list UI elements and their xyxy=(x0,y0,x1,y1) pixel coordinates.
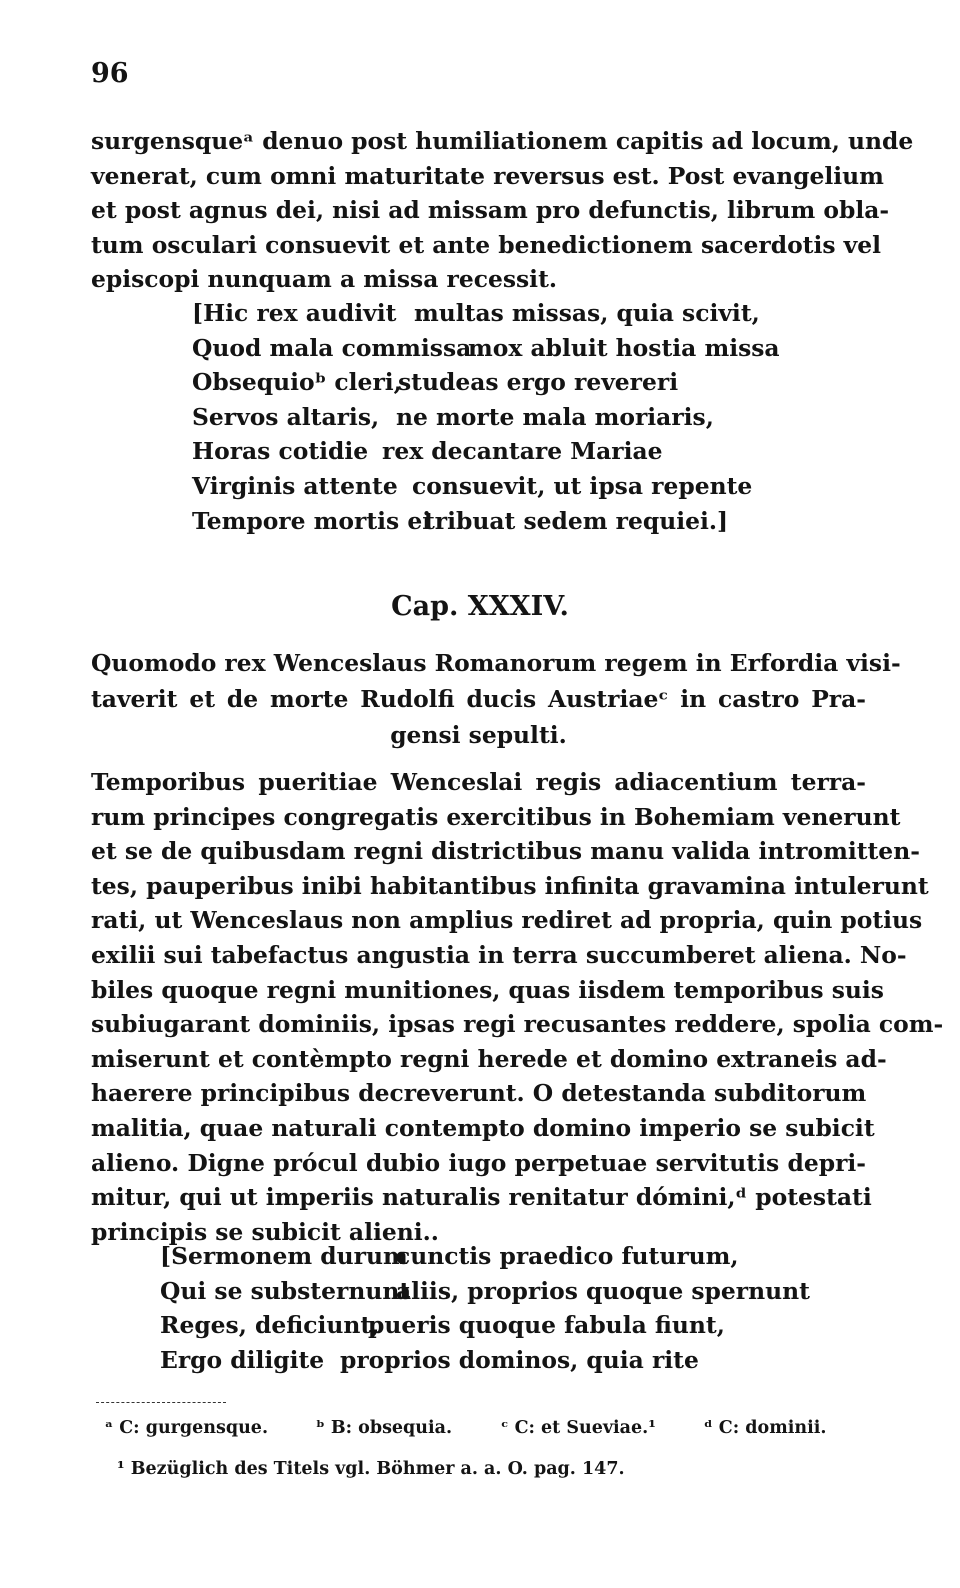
verse-second-half: multas missas, quia scivit, xyxy=(414,299,760,327)
footnote-divider xyxy=(96,1402,226,1403)
text-line: rum principes congregatis exercitibus in Bohemiam venerunt xyxy=(91,802,901,831)
verse-first-half: Reges, deficiunt, xyxy=(160,1311,380,1340)
chapter-title xyxy=(91,645,901,753)
paragraph-main xyxy=(91,765,944,1249)
footnote-d: ᵈ C: dominii. xyxy=(704,1418,827,1438)
text-line: haerere principibus decreverunt. O detestanda subditorum xyxy=(91,1079,867,1108)
verse-line xyxy=(160,1274,840,1309)
chapter-title-line: taverit et de morte Rudolfi ducis Austriaeᶜ in castro Pra- xyxy=(91,685,866,713)
text-line: biles quoque regni munitiones, quas iisdem temporibus suis xyxy=(91,975,884,1004)
footnote-1: ¹ Bezüglich des Titels vgl. Böhmer a. a. O. pag. 147. xyxy=(117,1459,625,1479)
verse-second-half: rex decantare Mariae xyxy=(382,437,663,466)
verse-first-half: Tempore mortis ei xyxy=(192,506,432,535)
footnote-a: ᵃ C: gurgensque. xyxy=(105,1418,269,1438)
footnotes-line-1 xyxy=(91,1418,866,1444)
verse-line xyxy=(160,1308,840,1343)
verse-first-half: Virginis attente xyxy=(192,471,398,500)
verse-second-half: proprios dominos, quia rite xyxy=(340,1345,699,1374)
verse-second-half: tribuat sedem requiei.] xyxy=(424,506,729,535)
page-number: 96 xyxy=(91,58,129,89)
paragraph-intro xyxy=(91,124,914,297)
verse-line xyxy=(192,331,792,366)
text-line: mitur, qui ut imperiis naturalis renitatur dómini,ᵈ potestati xyxy=(91,1183,872,1212)
chapter-title-line: gensi sepulti. xyxy=(390,721,567,749)
chapter-title-line: Quomodo rex Wenceslaus Romanorum regem in Erfordia visi- xyxy=(91,649,901,677)
text-line: rati, ut Wenceslaus non amplius rediret ad propria, quin potius xyxy=(91,906,923,935)
verse-line xyxy=(192,469,792,504)
verse-line xyxy=(192,434,792,469)
footnote-c: ᶜ C: et Sueviae.¹ xyxy=(501,1418,656,1438)
verse-line xyxy=(192,296,792,331)
verse-line xyxy=(192,400,792,435)
text-line: miserunt et contèmpto regni herede et domino extraneis ad- xyxy=(91,1044,887,1073)
verse-first-half: [Sermonem durum xyxy=(160,1242,408,1270)
text-line: tum osculari consuevit et ante benedictionem sacerdotis vel xyxy=(91,230,882,259)
verse-second-half: cunctis praedico futurum, xyxy=(396,1242,739,1270)
verse-first-half: Quod mala commissa xyxy=(192,333,472,362)
verse-line xyxy=(160,1343,840,1378)
text-line: subiugarant dominiis, ipsas regi recusantes reddere, spolia com- xyxy=(91,1010,944,1039)
footnote-b: ᵇ B: obsequia. xyxy=(316,1418,453,1438)
text-line: principis se subicit alieni.. xyxy=(91,1217,439,1246)
text-line: venerat, cum omni maturitate reversus est. Post evangelium xyxy=(91,161,884,190)
text-line: exilii sui tabefactus angustia in terra succumberet aliena. No- xyxy=(91,940,907,969)
text-line: Temporibus pueritiae Wenceslai regis adiacentium terra- xyxy=(91,768,866,796)
verse-first-half: [Hic rex audivit xyxy=(192,299,397,327)
verse-second-half: consuevit, ut ipsa repente xyxy=(412,471,753,500)
text-line: et se de quibusdam regni districtibus manu valida intromitten- xyxy=(91,837,920,866)
text-line: surgensqueᵃ denuo post humiliationem capitis ad locum, unde xyxy=(91,127,914,155)
chapter-heading: Cap. XXXIV. xyxy=(391,591,569,622)
verse-first-half: Ergo diligite xyxy=(160,1345,325,1374)
verse-second-half: ne morte mala moriaris, xyxy=(396,402,714,431)
verse-line xyxy=(192,504,792,539)
text-line: et post agnus dei, nisi ad missam pro defunctis, librum obla- xyxy=(91,196,890,225)
verse-first-half: Horas cotidie xyxy=(192,437,369,466)
text-line: episcopi nunquam a missa recessit. xyxy=(91,265,558,294)
verse-second-half: studeas ergo revereri xyxy=(398,368,679,397)
text-line: malitia, quae naturali contempto domino imperio se subicit xyxy=(91,1113,875,1142)
verse-first-half: Qui se substernunt xyxy=(160,1276,411,1305)
verse-first-half: Servos altaris, xyxy=(192,402,380,431)
verse-block-1 xyxy=(192,296,792,538)
text-line: alieno. Digne prócul dubio iugo perpetuae servitutis depri- xyxy=(91,1148,866,1177)
verse-first-half: Obsequioᵇ cleri, xyxy=(192,368,402,397)
verse-line xyxy=(160,1239,840,1274)
verse-line xyxy=(192,365,792,400)
verse-second-half: mox abluit hostia missa xyxy=(468,333,780,362)
verse-second-half: pueris quoque fabula fiunt, xyxy=(368,1311,725,1340)
text-line: tes, pauperibus inibi habitantibus infinita gravamina intulerunt xyxy=(91,871,929,900)
verse-second-half: aliis, proprios quoque spernunt xyxy=(396,1276,810,1305)
verse-block-2 xyxy=(160,1239,840,1377)
